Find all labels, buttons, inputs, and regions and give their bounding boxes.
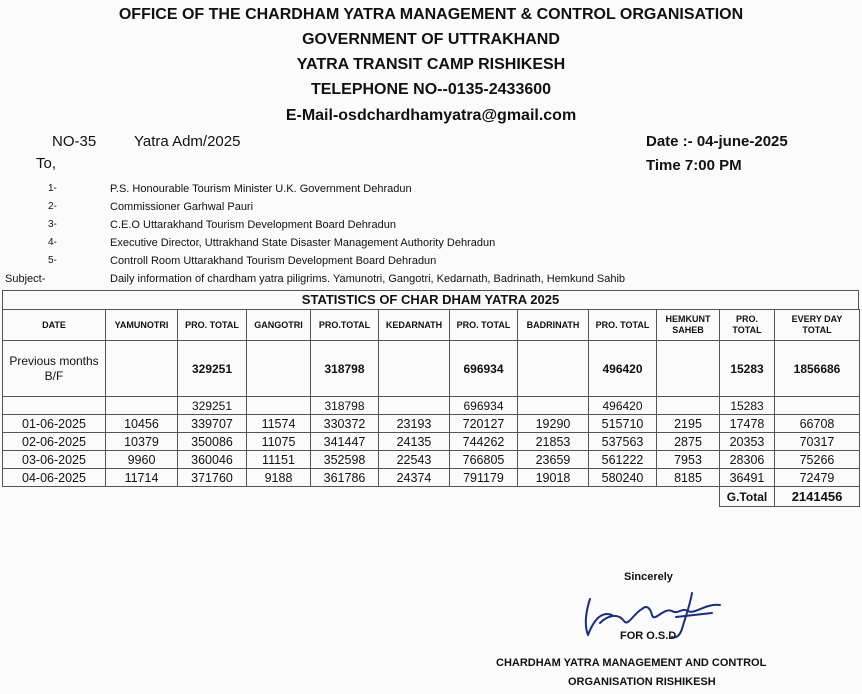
table-cell: 66708 [775,415,860,433]
table-cell [3,397,106,415]
grand-total-label: G.Total [720,487,775,507]
table-cell: 24374 [379,469,450,487]
addressee-number: 4- [48,237,57,248]
table-cell: 766805 [450,451,518,469]
table-cell: 496420 [589,341,657,397]
table-cell: 20353 [720,433,775,451]
table-cell: 19018 [518,469,589,487]
addressee-text: Executive Director, Uttrakhand State Disaster Management Authority Dehradun [110,237,496,249]
table-cell: 02-06-2025 [3,433,106,451]
table-cell: 791179 [450,469,518,487]
closing-for-osd: FOR O.S.D [620,630,677,642]
table-cell: 496420 [589,397,657,415]
closing-org-line-1: CHARDHAM YATRA MANAGEMENT AND CONTROL [496,657,767,669]
subject-label: Subject- [5,273,46,285]
table-cell: 696934 [450,397,518,415]
col-header-hemkunt: HEMKUNT SAHEB [657,310,720,341]
table-cell: 11075 [247,433,311,451]
table-cell: 352598 [311,451,379,469]
table-cell: 28306 [720,451,775,469]
table-cell: 9188 [247,469,311,487]
table-cell: 72479 [775,469,860,487]
table-cell: 03-06-2025 [3,451,106,469]
table-cell: 350086 [178,433,247,451]
table-cell: 9960 [106,451,178,469]
table-cell: 2195 [657,415,720,433]
stats-table [2,309,860,507]
col-header-date: DATE [3,310,106,341]
subject-text: Daily information of chardham yatra piligrims. Yamunotri, Gangotri, Kedarnath, Badrinath, Hemkund Sahib [110,273,626,285]
table-cell [106,397,178,415]
col-header-yamunotri-total: PRO. TOTAL [178,310,247,341]
col-header-kedarnath: KEDARNATH [379,310,450,341]
letterhead-government: GOVERNMENT OF UTTRAKHAND [302,31,560,48]
table-cell: 24135 [379,433,450,451]
letter-date: Date :- 04-june-2025 [646,133,788,150]
table-cell: 329251 [178,341,247,397]
table-cell [518,341,589,397]
table-row [3,451,860,469]
table-row-carry [3,397,860,415]
table-cell [379,397,450,415]
reference-file: Yatra Adm/2025 [134,133,241,150]
letter-time: Time 7:00 PM [646,157,742,174]
addressee-text: Commissioner Garhwal Pauri [110,201,254,213]
table-header-row [3,310,860,341]
col-header-hemkunt-total: PRO. TOTAL [720,310,775,341]
table-cell: 696934 [450,341,518,397]
table-cell: 330372 [311,415,379,433]
table-row [3,433,860,451]
table-cell: 01-06-2025 [3,415,106,433]
grand-total-value: 2141456 [775,487,860,507]
table-cell: 36491 [720,469,775,487]
letterhead-camp: YATRA TRANSIT CAMP RISHIKESH [296,56,566,73]
letterhead-email: E-Mail-osdchardhamyatra@gmail.com [285,107,577,124]
table-cell: 23193 [379,415,450,433]
table-cell [247,341,311,397]
table-cell [106,341,178,397]
addressee-text: P.S. Honourable Tourism Minister U.K. Government Dehradun [110,183,412,195]
table-cell: 10456 [106,415,178,433]
closing-org-line-2: ORGANISATION RISHIKESH [568,676,716,688]
col-header-every-day-total: EVERY DAY TOTAL [775,310,860,341]
table-cell [518,397,589,415]
addressee-number: 5- [48,255,57,266]
table-cell: 17478 [720,415,775,433]
table-cell: 329251 [178,397,247,415]
table-cell: 1856686 [775,341,860,397]
table-cell [247,397,311,415]
table-row [3,415,860,433]
to-label: To, [36,155,57,172]
table-cell: 8185 [657,469,720,487]
col-header-gangotri: GANGOTRI [247,310,311,341]
stats-table-title: STATISTICS OF CHAR DHAM YATRA 2025 [2,290,859,309]
col-header-badrinath-total: PRO. TOTAL [589,310,657,341]
table-cell: 515710 [589,415,657,433]
table-cell [379,341,450,397]
table-cell: 22543 [379,451,450,469]
col-header-yamunotri: YAMUNOTRI [106,310,178,341]
table-cell: 361786 [311,469,379,487]
closing-sincerely: Sincerely [624,571,673,583]
table-cell: 339707 [178,415,247,433]
table-cell: 11574 [247,415,311,433]
table-cell: 360046 [178,451,247,469]
table-cell [657,397,720,415]
col-header-gangotri-total: PRO.TOTAL [311,310,379,341]
table-row-grand-total [3,487,860,507]
table-cell: 371760 [178,469,247,487]
addressee-number: 3- [48,219,57,230]
table-cell: 19290 [518,415,589,433]
reference-number: NO-35 [52,133,97,150]
table-cell [775,397,860,415]
table-cell: 23659 [518,451,589,469]
grand-total-spacer [3,487,720,507]
table-cell: 2875 [657,433,720,451]
table-cell: 720127 [450,415,518,433]
letterhead-telephone: TELEPHONE NO--0135-2433600 [310,81,552,98]
table-cell: 341447 [311,433,379,451]
table-cell: 318798 [311,341,379,397]
table-cell: 580240 [589,469,657,487]
table-cell: 10379 [106,433,178,451]
table-cell: 11151 [247,451,311,469]
addressee-number: 1- [48,183,57,194]
table-cell: 15283 [720,341,775,397]
table-cell: Previous months B/F [3,341,106,397]
addressee-text: C.E.O Uttarakhand Tourism Development Board Dehradun [110,219,396,231]
table-cell: 318798 [311,397,379,415]
table-cell: 21853 [518,433,589,451]
table-cell: 7953 [657,451,720,469]
table-cell: 744262 [450,433,518,451]
table-cell: 70317 [775,433,860,451]
addressee-number: 2- [48,201,57,212]
table-cell: 15283 [720,397,775,415]
table-cell: 11714 [106,469,178,487]
table-cell [657,341,720,397]
table-row [3,469,860,487]
table-cell: 75266 [775,451,860,469]
col-header-badrinath: BADRINATH [518,310,589,341]
addressee-text: Controll Room Uttarakhand Tourism Development Board Dehradun [110,255,437,267]
letterhead-office: OFFICE OF THE CHARDHAM YATRA MANAGEMENT & CONTROL ORGANISATION [118,6,744,23]
table-cell: 537563 [589,433,657,451]
table-row-brought-forward [3,341,860,397]
table-cell: 04-06-2025 [3,469,106,487]
col-header-kedarnath-total: PRO. TOTAL [450,310,518,341]
table-cell: 561222 [589,451,657,469]
